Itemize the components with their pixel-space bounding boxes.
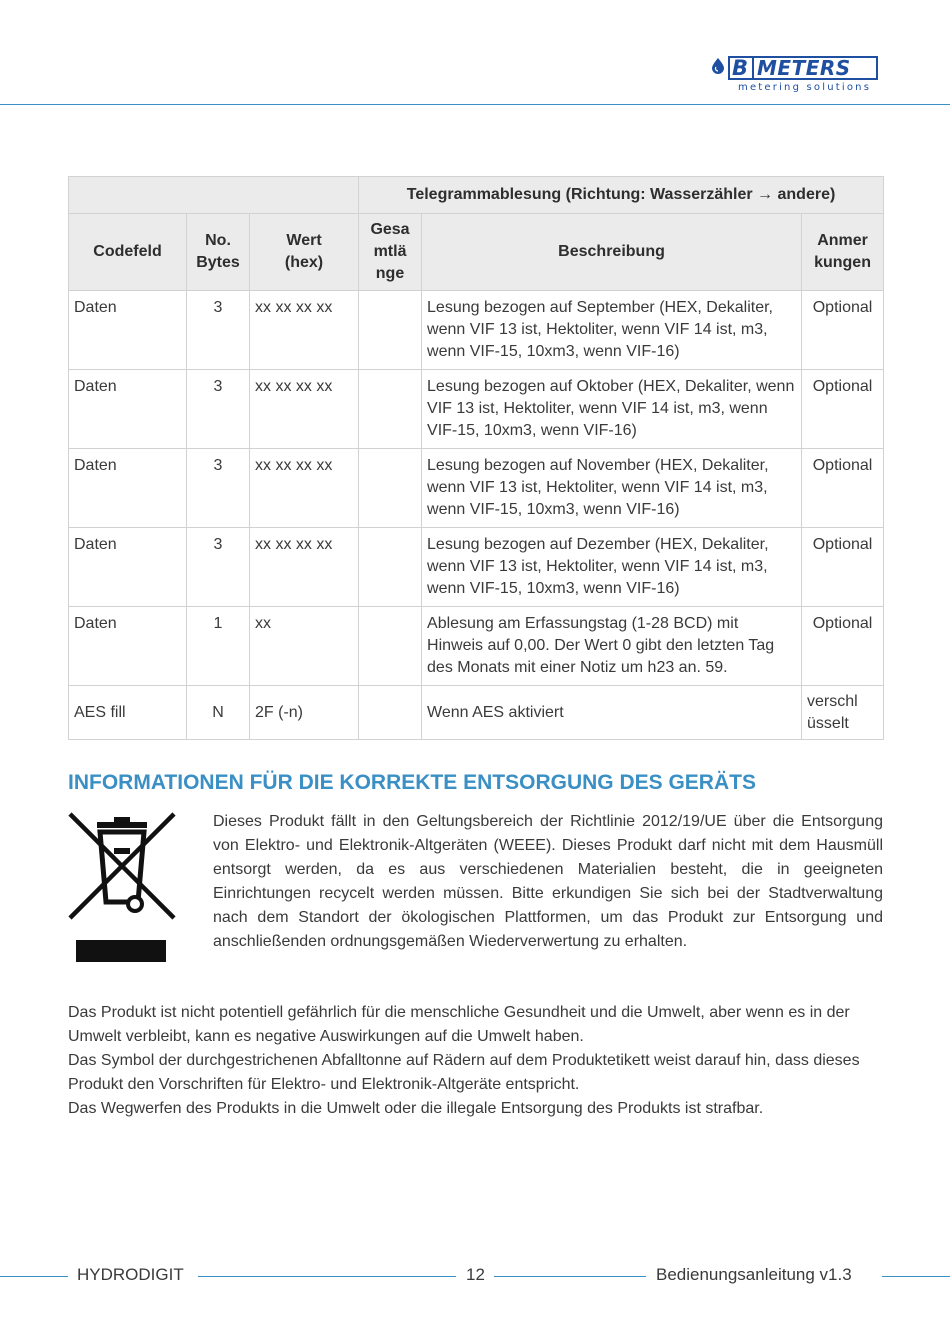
footer-page-number: 12 [466, 1265, 485, 1284]
cell-gesamtlaenge [359, 449, 422, 528]
cell-anmerkungen: Optional [802, 607, 884, 686]
cell-anmerkungen: Optional [802, 370, 884, 449]
water-drop-icon [712, 58, 724, 74]
cell-codefeld: Daten [69, 607, 187, 686]
cell-gesamtlaenge [359, 370, 422, 449]
table-row [69, 291, 884, 370]
cell-anmerkungen: Optional [802, 528, 884, 607]
cell-bytes: 1 [187, 607, 250, 686]
group-header: Telegrammablesung (Richtung: Wasserzähler → andere) [359, 177, 884, 214]
cell-wert: xx xx xx xx [250, 370, 359, 449]
logo-wordmark-box [728, 56, 878, 80]
column-header-wert: Wert (hex) [250, 214, 359, 291]
cell-bytes: 3 [187, 528, 250, 607]
telegram-table [68, 176, 884, 740]
cell-anmerkungen: Optional [802, 291, 884, 370]
cell-beschreibung: Wenn AES aktiviert [422, 686, 802, 740]
cell-anmerkungen: verschl üsselt [802, 686, 884, 740]
table-group-header-row [69, 177, 884, 214]
table-row [69, 686, 884, 740]
logo-letter: B [732, 56, 749, 80]
cell-beschreibung: Lesung bezogen auf Oktober (HEX, Dekaliter, wenn VIF 13 ist, Hektoliter, wenn VIF 14 ist, m3, wenn VIF-15, 10xm3, wenn VIF-16) [422, 370, 802, 449]
cell-codefeld: Daten [69, 291, 187, 370]
column-header-bytes: No. Bytes [187, 214, 250, 291]
column-header-codefeld: Codefeld [69, 214, 187, 291]
cell-gesamtlaenge [359, 291, 422, 370]
cell-bytes: N [187, 686, 250, 740]
cell-wert: xx xx xx xx [250, 291, 359, 370]
cell-beschreibung: Lesung bezogen auf Dezember (HEX, Dekaliter, wenn VIF 13 ist, Hektoliter, wenn VIF 14 ist, m3, wenn VIF-15, 10xm3, wenn VIF-16) [422, 528, 802, 607]
cell-gesamtlaenge [359, 528, 422, 607]
table-row [69, 528, 884, 607]
footer-rule [0, 1276, 68, 1277]
cell-wert: xx [250, 607, 359, 686]
cell-wert: xx xx xx xx [250, 449, 359, 528]
cell-bytes: 3 [187, 370, 250, 449]
table-header-row [69, 214, 884, 291]
cell-beschreibung: Ablesung am Erfassungstag (1-28 BCD) mit Hinweis auf 0,00. Der Wert 0 gibt den letzten Tag des Monats mit einer Notiz um h23 an. 59. [422, 607, 802, 686]
cell-gesamtlaenge [359, 686, 422, 740]
disposal-paragraphs [68, 1001, 883, 1121]
cell-wert: 2F (-n) [250, 686, 359, 740]
header-rule [0, 104, 950, 105]
crossed-out-wheelie-bin-icon [67, 810, 177, 965]
table-row [69, 607, 884, 686]
bmeters-logo [712, 54, 884, 96]
cell-gesamtlaenge [359, 607, 422, 686]
cell-bytes: 3 [187, 449, 250, 528]
table-row [69, 370, 884, 449]
cell-beschreibung: Lesung bezogen auf September (HEX, Dekaliter, wenn VIF 13 ist, Hektoliter, wenn VIF 14 ist, m3, wenn VIF-15, 10xm3, wenn VIF-16) [422, 291, 802, 370]
cell-codefeld: AES fill [69, 686, 187, 740]
footer-manual-title: Bedienungsanleitung v1.3 [656, 1265, 852, 1284]
cell-codefeld: Daten [69, 528, 187, 607]
paragraph: Das Symbol der durchgestrichenen Abfalltonne auf Rädern auf dem Produktetikett weist darauf hin, dass dieses Produkt den Vorschriften für Elektro- und Elektronik-Altgeräte entspricht. [68, 1052, 860, 1093]
cell-bytes: 3 [187, 291, 250, 370]
cell-wert: xx xx xx xx [250, 528, 359, 607]
column-header-beschreibung: Beschreibung [422, 214, 802, 291]
header-empty-cell [69, 177, 359, 214]
section-title: INFORMATIONEN FÜR DIE KORREKTE ENTSORGUNG DES GERÄTS [68, 771, 756, 794]
cell-codefeld: Daten [69, 370, 187, 449]
footer-rule [882, 1276, 950, 1277]
column-header-gesamtlaenge: Gesa mtlä nge [359, 214, 422, 291]
cell-codefeld: Daten [69, 449, 187, 528]
paragraph: Das Produkt ist nicht potentiell gefährlich für die menschliche Gesundheit und die Umwelt, aber wenn es in der Umwelt verbleibt, kann es negative Auswirkungen auf die Umwelt haben. [68, 1004, 850, 1045]
logo-tagline: metering solutions [738, 82, 872, 93]
logo-divider [752, 58, 754, 78]
weee-intro-text: Dieses Produkt fällt in den Geltungsbereich der Richtlinie 2012/19/UE über die Entsorgung von Elektro- und Elektronik-Altgeräten (WEEE). Dieses Produkt darf nicht mit dem Hausmüll entsorgt werden, da es aus verschiedenen Materialien besteht, die in geeigneten Einrichtungen recycelt werden müssen. Bitte erkundigen Sie sich bei der Stadtverwaltung nach dem Standort der ökologischen Plattformen, um das Produkt zur Entsorgung und anschließenden ordnungsgemäßen Wiederverwertung zu erhalten. [213, 813, 883, 950]
footer-rule [494, 1276, 646, 1277]
cell-anmerkungen: Optional [802, 449, 884, 528]
logo-word: METERS [757, 56, 851, 80]
cell-beschreibung: Lesung bezogen auf November (HEX, Dekaliter, wenn VIF 13 ist, Hektoliter, wenn VIF 14 ist, m3, wenn VIF-15, 10xm3, wenn VIF-16) [422, 449, 802, 528]
footer-rule [198, 1276, 456, 1277]
table-row [69, 449, 884, 528]
footer-product-name: HYDRODIGIT [77, 1265, 184, 1284]
paragraph: Das Wegwerfen des Produkts in die Umwelt oder die illegale Entsorgung des Produkts ist strafbar. [68, 1100, 764, 1117]
column-header-anmerkungen: Anmer kungen [802, 214, 884, 291]
